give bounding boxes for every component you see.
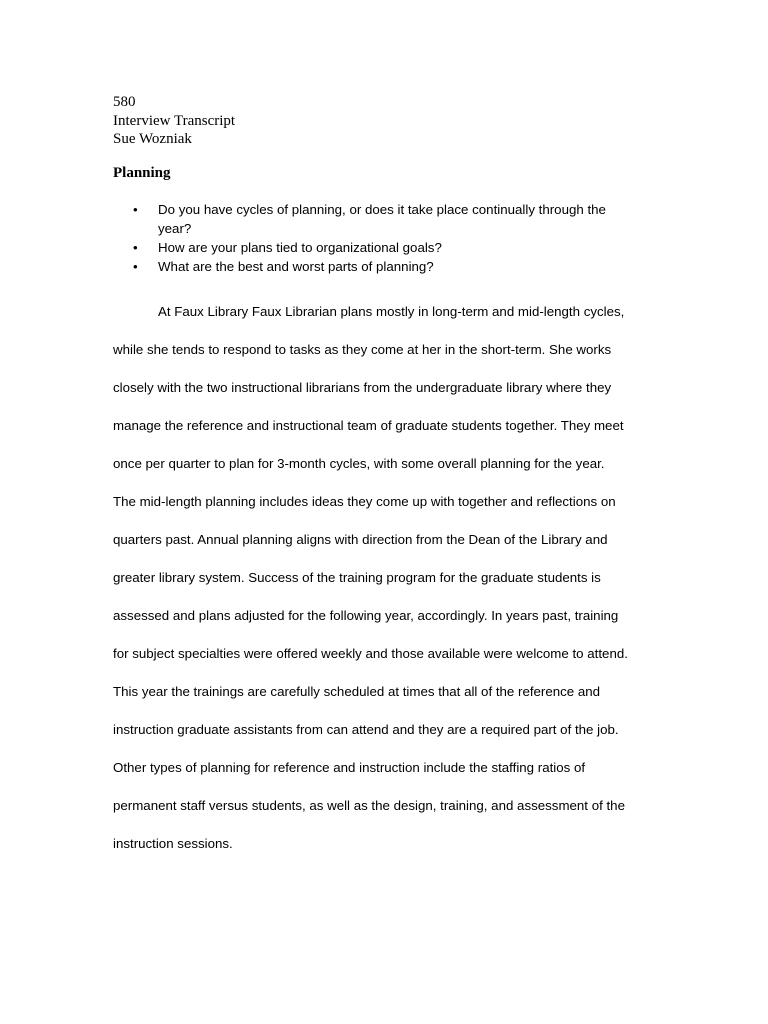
paragraph-line: for subject specialties were offered weekly and those available were welcome to attend. [113, 646, 628, 661]
bullet-icon: • [133, 202, 138, 217]
question-list [113, 200, 633, 276]
paragraph-line: quarters past. Annual planning aligns with direction from the Dean of the Library and [113, 532, 608, 547]
bullet-icon: • [133, 240, 138, 255]
author-name: Sue Wozniak [113, 131, 192, 147]
paragraph-line: At Faux Library Faux Librarian plans mostly in long-term and mid-length cycles, [158, 304, 625, 319]
question-text: What are the best and worst parts of planning? [158, 259, 434, 274]
question-item [113, 238, 633, 257]
paragraph-line: The mid-length planning includes ideas they come up with together and reflections on [113, 494, 616, 509]
paragraph-line: instruction graduate assistants from can attend and they are a required part of the job. [113, 722, 619, 737]
paragraph-line: Other types of planning for reference and instruction include the staffing ratios of [113, 760, 586, 775]
paragraph-line: greater library system. Success of the training program for the graduate students is [113, 570, 601, 585]
paragraph-line: once per quarter to plan for 3-month cycles, with some overall planning for the year. [113, 456, 605, 471]
document-header [113, 93, 235, 149]
paragraph-line: while she tends to respond to tasks as they come at her in the short-term. She works [113, 342, 612, 357]
paragraph-line: assessed and plans adjusted for the following year, accordingly. In years past, training [113, 608, 619, 623]
question-item [113, 257, 633, 276]
paragraph-line: closely with the two instructional librarians from the undergraduate library where they [113, 380, 612, 395]
question-text: Do you have cycles of planning, or does it take place continually through the [158, 202, 606, 217]
course-number: 580 [113, 94, 136, 110]
bullet-icon: • [133, 259, 138, 274]
question-text: How are your plans tied to organizational goals? [158, 240, 442, 255]
paragraph-line: permanent staff versus students, as well as the design, training, and assessment of the [113, 798, 625, 813]
question-item [113, 200, 633, 238]
section-heading: Planning [113, 165, 171, 181]
answer-paragraph [113, 293, 668, 863]
paragraph-line: This year the trainings are carefully scheduled at times that all of the reference and [113, 684, 601, 699]
question-text-continuation: year? [158, 221, 192, 236]
paragraph-line: manage the reference and instructional team of graduate students together. They meet [113, 418, 624, 433]
document-title: Interview Transcript [113, 112, 236, 129]
paragraph-line: instruction sessions. [113, 836, 233, 851]
